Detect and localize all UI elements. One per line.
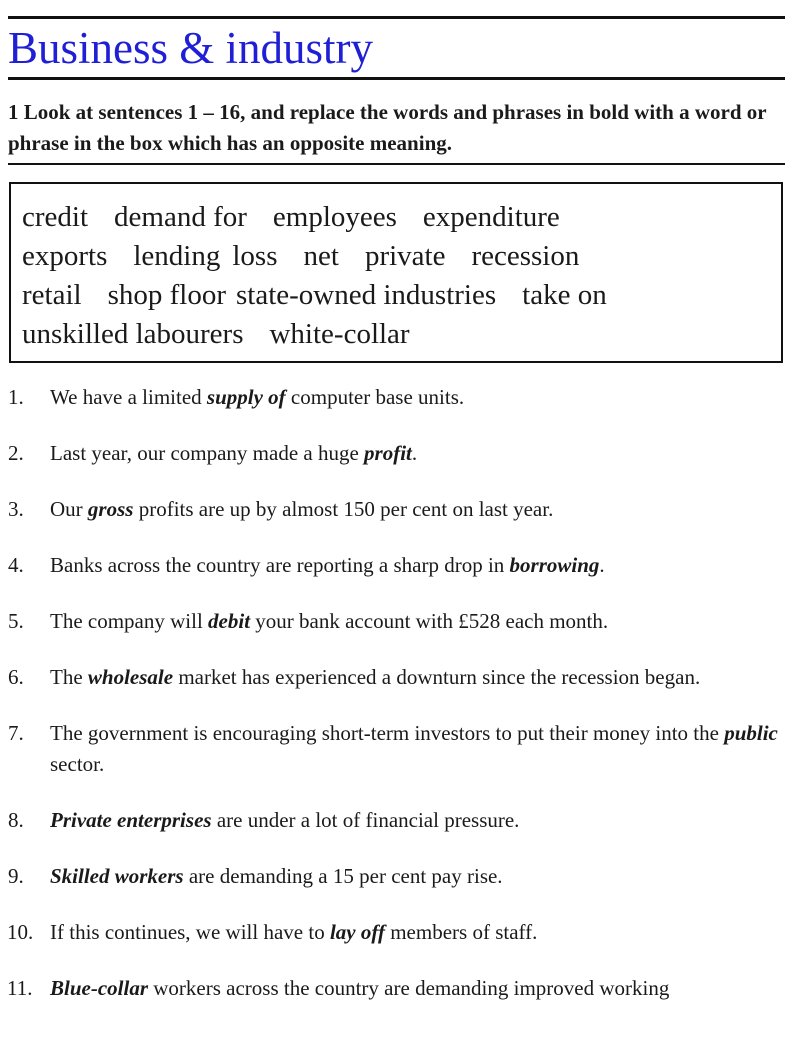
sentence-text: . [411,441,418,465]
word-box-row [22,276,771,315]
sentence-text: computer base units. [285,385,465,409]
sentence-item [0,861,800,892]
sentence-number: 10. [7,920,34,944]
bold-phrase: profit [364,441,412,465]
sentence-number: 8. [8,808,24,832]
sentence-item [0,382,800,413]
sentence-item [0,606,800,637]
sentence-item [0,550,800,581]
bold-phrase: lay off [329,920,385,944]
bold-phrase: supply of [206,385,286,409]
bold-phrase: Blue-collar [50,976,148,1000]
sentence-text: The [50,665,88,689]
sentence-text: Our [50,497,88,521]
word-option: unskilled labourers [22,318,244,350]
instructions-rule [8,163,785,165]
word-option: white-collar [269,318,410,350]
word-option: expenditure [422,201,560,233]
sentence-text: . [599,553,605,577]
word-box-row [22,237,771,276]
bold-phrase: borrowing [509,553,600,577]
word-option: private [364,240,446,272]
sentence-number: 4. [8,553,24,577]
sentence-text: members of staff. [384,920,538,944]
word-option: shop floor [107,279,226,311]
sentence-number: 2. [8,441,24,465]
word-option: net [303,240,339,272]
sentence-number: 6. [8,665,24,689]
bold-phrase: wholesale [87,665,174,689]
bold-phrase: Private enterprises [50,808,212,832]
sentence-text: Last year, our company made a huge [50,441,365,465]
word-option: take on [522,279,607,311]
word-option: state-owned industries [236,279,497,311]
sentence-number: 7. [8,721,24,745]
sentence-item [0,805,800,836]
sentence-number: 5. [8,609,24,633]
word-option: recession [471,240,580,272]
sentence-list [0,382,800,1029]
bold-phrase: public [724,721,778,745]
word-option: employees [272,201,397,233]
sentence-item [0,662,800,693]
word-option: demand for [114,201,247,233]
word-option: exports [22,240,108,272]
sentence-item [0,973,800,1004]
sentence-text: If this continues, we will have to [50,920,330,944]
word-box [9,182,783,363]
word-box-row [22,198,771,237]
word-box-row [22,315,771,354]
exercise-instructions: 1 Look at sentences 1 – 16, and replace the words and phrases in bold with a word or phrase in the box which has an opposite meaning. [8,100,767,155]
top-rule [8,16,785,19]
sentence-number: 9. [8,864,24,888]
sentence-text: The government is encouraging short-term investors to put their money into the [50,721,725,745]
sentence-text: Banks across the country are reporting a sharp drop in [50,553,510,577]
sentence-number: 11. [7,976,33,1000]
sentence-text: market has experienced a downturn since the recession began. [173,665,701,689]
sentence-text: The company will [50,609,209,633]
sentence-text: are under a lot of financial pressure. [211,808,520,832]
sentence-item [0,494,800,525]
sentence-number: 1. [8,385,24,409]
word-option: lending [133,240,221,272]
sentence-number: 3. [8,497,24,521]
bold-phrase: Skilled workers [50,864,184,888]
word-option: retail [22,279,82,311]
sentence-text: sector. [50,752,105,776]
bold-phrase: gross [87,497,134,521]
sentence-item [0,718,800,780]
sentence-text: We have a limited [50,385,207,409]
sentence-text: profits are up by almost 150 per cent on last year. [133,497,554,521]
bold-phrase: debit [208,609,251,633]
word-option: credit [22,201,89,233]
sentence-text: workers across the country are demanding improved working [148,976,670,1000]
sentence-item [0,438,800,469]
page-title: Business & industry [8,23,374,73]
sentence-text: are demanding a 15 per cent pay rise. [183,864,503,888]
title-rule [8,77,785,80]
sentence-item [0,917,800,948]
sentence-text: your bank account with £528 each month. [250,609,609,633]
word-option: loss [232,240,278,272]
